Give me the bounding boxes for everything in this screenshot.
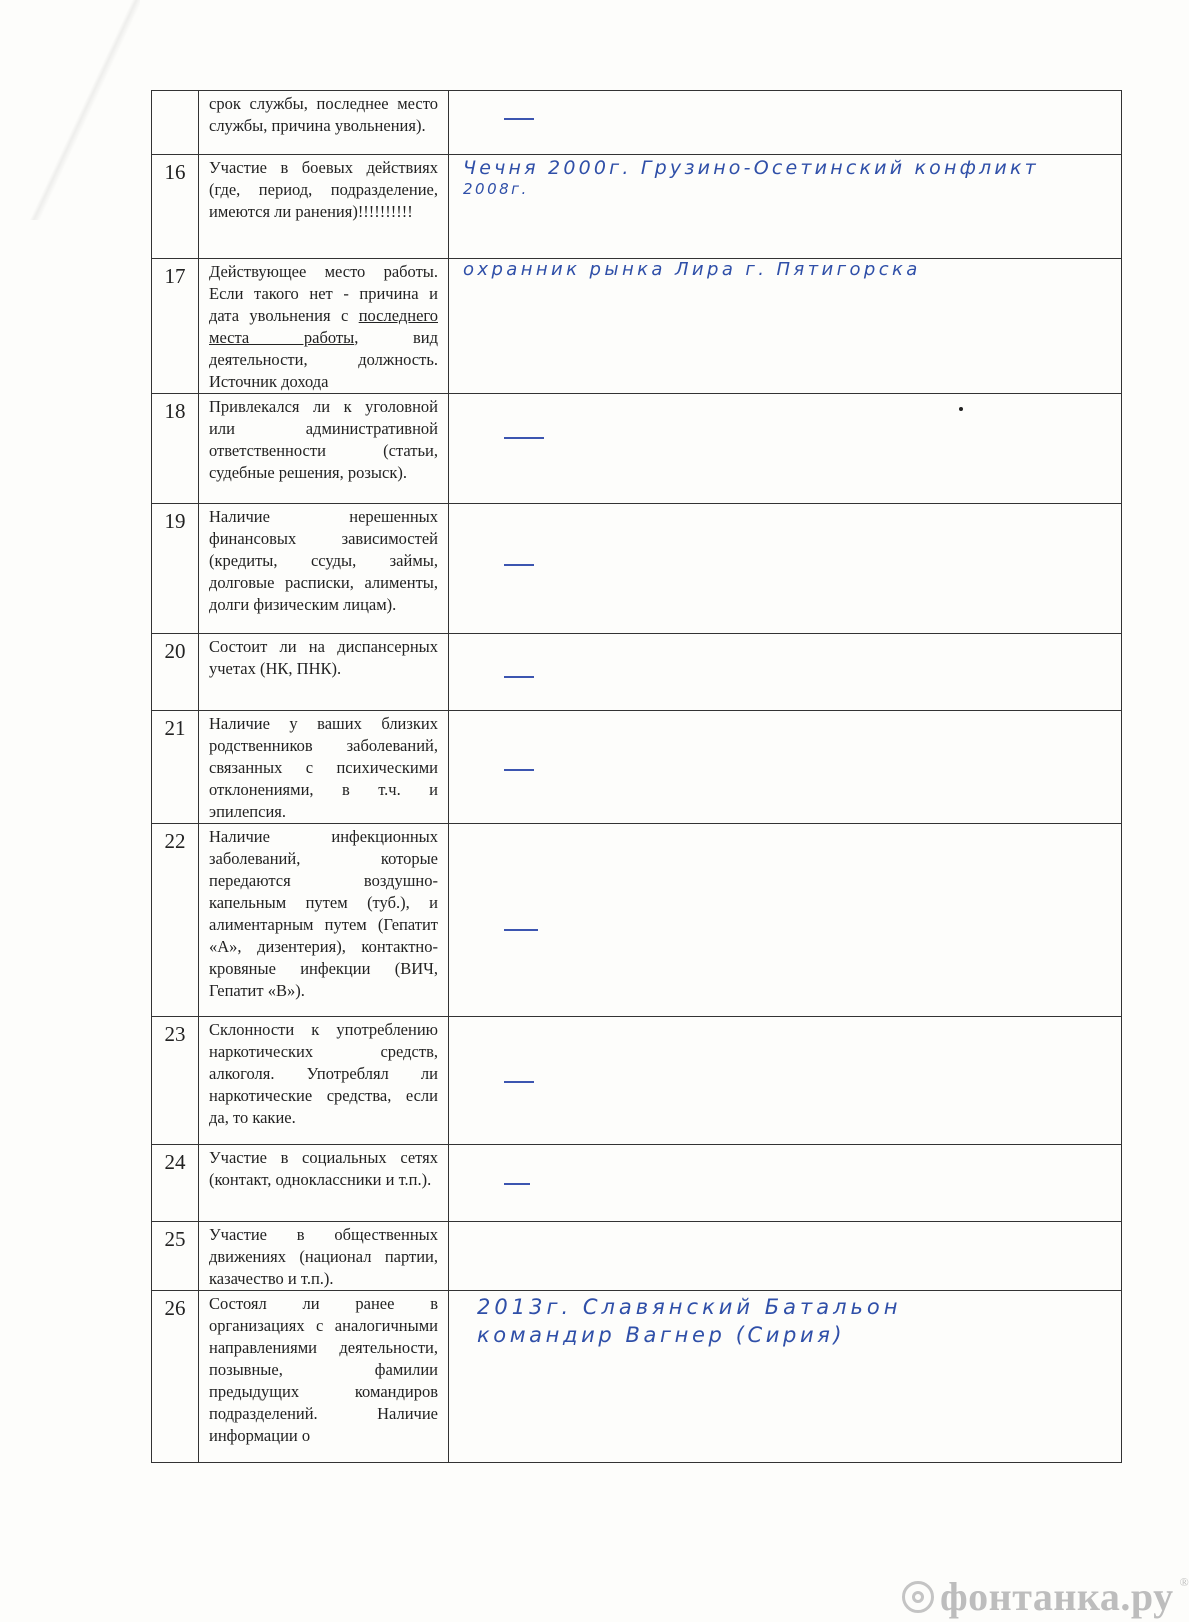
answer-cell [449, 1291, 1122, 1463]
row-number: 24 [152, 1145, 199, 1222]
question-cell: Участие в общественных движениях (национал партии, казачество и т.п.). [199, 1222, 449, 1291]
table-row [152, 711, 1122, 824]
answer-cell [449, 634, 1122, 711]
table-row [152, 1291, 1122, 1463]
row-number: 26 [152, 1291, 199, 1463]
table-row [152, 824, 1122, 1017]
handwritten-dash [504, 676, 534, 678]
handwritten-dash [504, 437, 544, 439]
watermark-text: фонтанка.ру [940, 1574, 1174, 1619]
row-number: 16 [152, 155, 199, 259]
answer-cell [449, 394, 1122, 504]
handwritten-answer-line: командир Вагнер (Сирия) [477, 1323, 846, 1347]
question-cell: Наличие инфекционных заболеваний, которые передаются воздушно-капельным путем (туб.), и алиментарным путем (Гепатит «А», дизентерия), контактно-кровяные инфекции (ВИЧ, Гепатит «В»). [199, 824, 449, 1017]
table-row [152, 634, 1122, 711]
question-cell: Состоял ли ранее в организациях с аналогичными направлениями деятельности, позывные, фамилии предыдущих командиров подразделений. Наличие информации о [199, 1291, 449, 1463]
fontanka-logo-icon [902, 1581, 934, 1613]
row-number: 19 [152, 504, 199, 634]
table-row [152, 1017, 1122, 1145]
row-number: 23 [152, 1017, 199, 1145]
handwritten-answer-line: охранник рынка Лира г. Пятигорска [463, 259, 921, 280]
handwritten-dash [504, 769, 534, 771]
answer-cell [449, 1145, 1122, 1222]
question-cell: Привлекался ли к уголовной или административной ответственности (статьи, судебные решения, розыск). [199, 394, 449, 504]
answer-cell [449, 1222, 1122, 1291]
row-number: 17 [152, 259, 199, 394]
question-cell: Состоит ли на диспансерных учетах (НК, ПНК). [199, 634, 449, 711]
handwritten-dash [504, 1081, 534, 1083]
paper-fold-shadow [30, 0, 140, 220]
answer-cell [449, 91, 1122, 155]
handwritten-dash [504, 118, 534, 120]
table-row [152, 1222, 1122, 1291]
handwritten-answer-line: 2008г. [463, 180, 529, 198]
table-row [152, 155, 1122, 259]
table-row [152, 91, 1122, 155]
handwritten-dash [504, 564, 534, 566]
question-cell: Участие в социальных сетях (контакт, одноклассники и т.п.). [199, 1145, 449, 1222]
handwritten-answer-line: Чечня 2000г. Грузино-Осетинский конфликт [463, 157, 1039, 179]
answer-cell [449, 711, 1122, 824]
question-cell: Действующее место работы. Если такого нет - причина и дата увольнения с последнего места работы, вид деятельности, должность. Источник дохода [199, 259, 449, 394]
handwritten-dash [504, 929, 538, 931]
question-cell: Склонности к употреблению наркотических средств, алкоголя. Употреблял ли наркотические средства, если да, то какие. [199, 1017, 449, 1145]
question-cell: Наличие нерешенных финансовых зависимостей (кредиты, ссуды, займы, долговые расписки, алименты, долги физическим лицам). [199, 504, 449, 634]
question-cell: Наличие у ваших близких родственников заболеваний, связанных с психическими отклонениями, в т.ч. и эпилепсия. [199, 711, 449, 824]
question-cell: срок службы, последнее место службы, причина увольнения). [199, 91, 449, 155]
answer-cell [449, 824, 1122, 1017]
table-row [152, 504, 1122, 634]
registered-mark: ® [1179, 1575, 1189, 1589]
table-row [152, 1145, 1122, 1222]
table-row [152, 259, 1122, 394]
handwritten-answer-line: 2013г. Славянский Батальон [477, 1295, 902, 1319]
answer-cell [449, 504, 1122, 634]
answer-cell [449, 259, 1122, 394]
underlined-phrase: последнего места работы [209, 306, 438, 347]
row-number: 18 [152, 394, 199, 504]
row-number: 25 [152, 1222, 199, 1291]
questionnaire-table [151, 90, 1122, 1463]
ink-dot [959, 407, 963, 411]
table-row [152, 394, 1122, 504]
fontanka-watermark [902, 1573, 1189, 1620]
row-number: 22 [152, 824, 199, 1017]
answer-cell [449, 1017, 1122, 1145]
question-cell: Участие в боевых действиях (где, период, подразделение, имеются ли ранения)!!!!!!!!!! [199, 155, 449, 259]
row-number: 21 [152, 711, 199, 824]
handwritten-dash [504, 1183, 530, 1185]
row-number: 20 [152, 634, 199, 711]
answer-cell [449, 155, 1122, 259]
row-number [152, 91, 199, 155]
